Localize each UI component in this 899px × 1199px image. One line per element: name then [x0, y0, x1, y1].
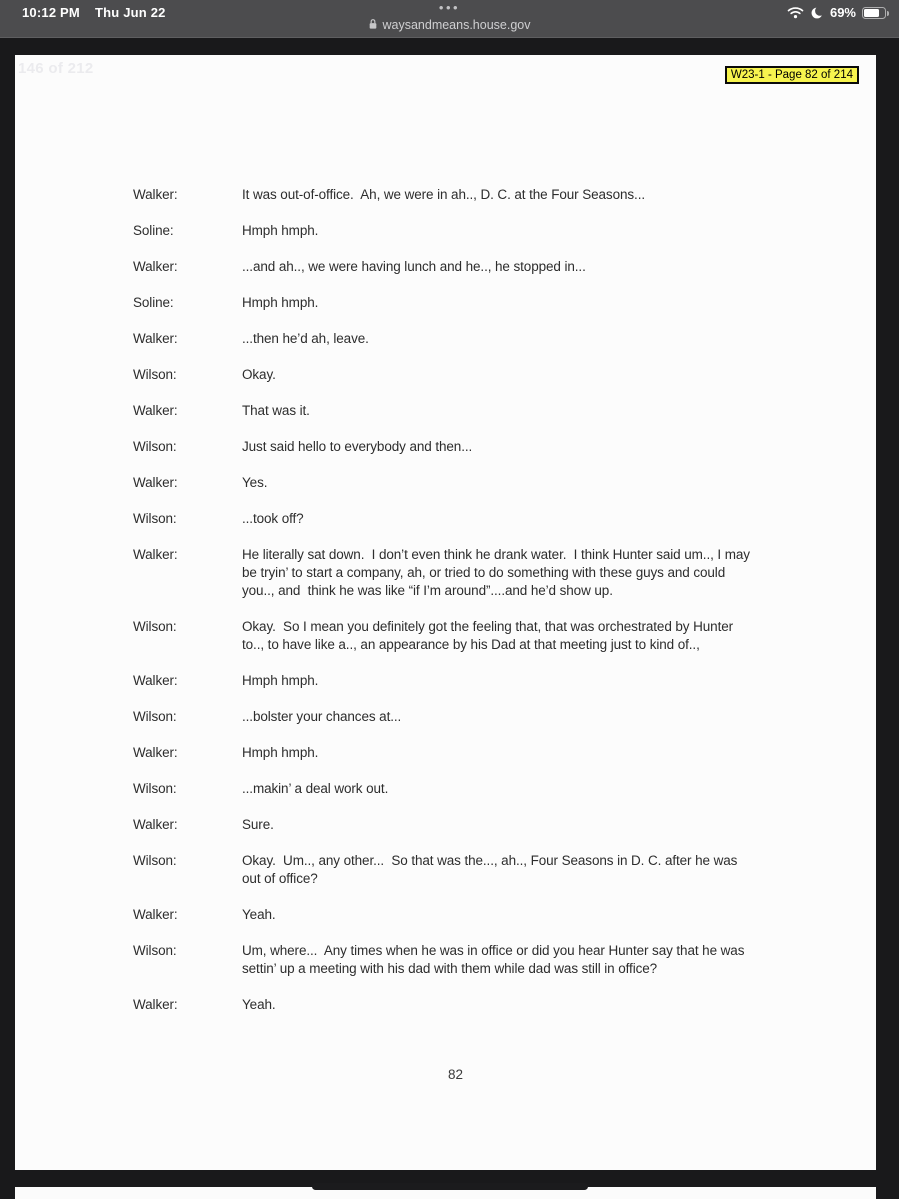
- speaker-label: Soline:: [133, 223, 174, 238]
- transcript: [133, 186, 767, 1032]
- transcript-turn: [133, 294, 767, 312]
- speaker-label: Walker:: [133, 745, 178, 760]
- dialogue-text: Hmph hmph.: [242, 673, 319, 688]
- dialogue-text: Yeah.: [242, 997, 276, 1012]
- dialogue-text: Okay. So I mean you definitely got the feeling that, that was orchestrated by Hunter to.., to have like a.., an appearance by his Dad at that meeting just to kind of..,: [242, 619, 737, 652]
- transcript-turn: [133, 906, 767, 924]
- transcript-turn: [133, 546, 767, 600]
- do-not-disturb-moon-icon: [810, 6, 824, 20]
- speaker-label: Wilson:: [133, 511, 177, 526]
- dialogue-text: Um, where... Any times when he was in office or did you hear Hunter say that he was settin’ up a meeting with his dad with them while dad was still in office?: [242, 943, 749, 976]
- transcript-turn: [133, 366, 767, 384]
- pdf-page[interactable]: [15, 55, 876, 1170]
- speaker-label: Soline:: [133, 295, 174, 310]
- dialogue-text: Yeah.: [242, 907, 276, 922]
- speaker-label: Walker:: [133, 907, 178, 922]
- speaker-label: Walker:: [133, 673, 178, 688]
- exhibit-page-tag: W23-1 - Page 82 of 214: [725, 66, 859, 84]
- speaker-label: Wilson:: [133, 439, 177, 454]
- speaker-label: Walker:: [133, 997, 178, 1012]
- dialogue-text: ...bolster your chances at...: [242, 709, 402, 724]
- address-bar-url: waysandmeans.house.gov: [382, 18, 531, 32]
- transcript-turn: [133, 186, 767, 204]
- transcript-turn: [133, 816, 767, 834]
- battery-percent-label: 69%: [829, 5, 856, 20]
- address-bar[interactable]: [0, 17, 899, 33]
- transcript-turn: [133, 744, 767, 762]
- speaker-label: Walker:: [133, 259, 178, 274]
- statusbar-indicators: [787, 5, 886, 20]
- speaker-label: Wilson:: [133, 709, 177, 724]
- dialogue-text: Hmph hmph.: [242, 223, 319, 238]
- speaker-label: Walker:: [133, 547, 178, 562]
- dialogue-text: ...and ah.., we were having lunch and he.., he stopped in...: [242, 259, 586, 274]
- lock-icon: [368, 18, 378, 30]
- transcript-turn: [133, 330, 767, 348]
- statusbar-date: Thu Jun 22: [94, 5, 166, 20]
- battery-icon: [862, 7, 886, 19]
- dialogue-text: ...makin’ a deal work out.: [242, 781, 389, 796]
- speaker-label: Walker:: [133, 403, 178, 418]
- transcript-turn: [133, 780, 767, 798]
- transcript-turn: [133, 510, 767, 528]
- speaker-label: Walker:: [133, 187, 178, 202]
- speaker-label: Wilson:: [133, 853, 177, 868]
- transcript-turn: [133, 618, 767, 654]
- home-indicator[interactable]: [312, 1183, 588, 1190]
- dialogue-text: Hmph hmph.: [242, 295, 319, 310]
- transcript-turn: [133, 474, 767, 492]
- statusbar-time: 10:12 PM: [22, 5, 80, 20]
- dialogue-text: ...then he’d ah, leave.: [242, 331, 369, 346]
- dialogue-text: He literally sat down. I don’t even think he drank water. I think Hunter said um.., I may be tryin’ to start a company, ah, or tried to do something with these guys and could you.., and think he was like “if I’m around”....and he’d show up.: [242, 547, 754, 598]
- speaker-label: Wilson:: [133, 619, 177, 634]
- speaker-label: Walker:: [133, 817, 178, 832]
- dialogue-text: Sure.: [242, 817, 274, 832]
- transcript-turn: [133, 852, 767, 888]
- dialogue-text: That was it.: [242, 403, 310, 418]
- speaker-label: Wilson:: [133, 367, 177, 382]
- dialogue-text: Yes.: [242, 475, 268, 490]
- dialogue-text: Hmph hmph.: [242, 745, 319, 760]
- wifi-icon: [787, 6, 804, 19]
- speaker-label: Walker:: [133, 475, 178, 490]
- speaker-label: Wilson:: [133, 781, 177, 796]
- dialogue-text: ...took off?: [242, 511, 304, 526]
- transcript-turn: [133, 942, 767, 978]
- transcript-turn: [133, 258, 767, 276]
- pdf-page-count-overlay: 146 of 212: [18, 60, 94, 77]
- dialogue-text: Okay. Um.., any other... So that was the..., ah.., Four Seasons in D. C. after he was out of office?: [242, 853, 741, 886]
- safari-toolbar: [0, 0, 899, 38]
- transcript-turn: [133, 402, 767, 420]
- transcript-turn: [133, 222, 767, 240]
- speaker-label: Walker:: [133, 331, 178, 346]
- transcript-turn: [133, 672, 767, 690]
- transcript-turn: [133, 438, 767, 456]
- transcript-turn: [133, 708, 767, 726]
- dialogue-text: It was out-of-office. Ah, we were in ah.., D. C. at the Four Seasons...: [242, 187, 645, 202]
- dialogue-text: Okay.: [242, 367, 276, 382]
- tab-overview-button[interactable]: •••: [438, 0, 461, 15]
- document-page-number: 82: [447, 1067, 464, 1082]
- dialogue-text: Just said hello to everybody and then...: [242, 439, 473, 454]
- speaker-label: Wilson:: [133, 943, 177, 958]
- transcript-turn: [133, 996, 767, 1014]
